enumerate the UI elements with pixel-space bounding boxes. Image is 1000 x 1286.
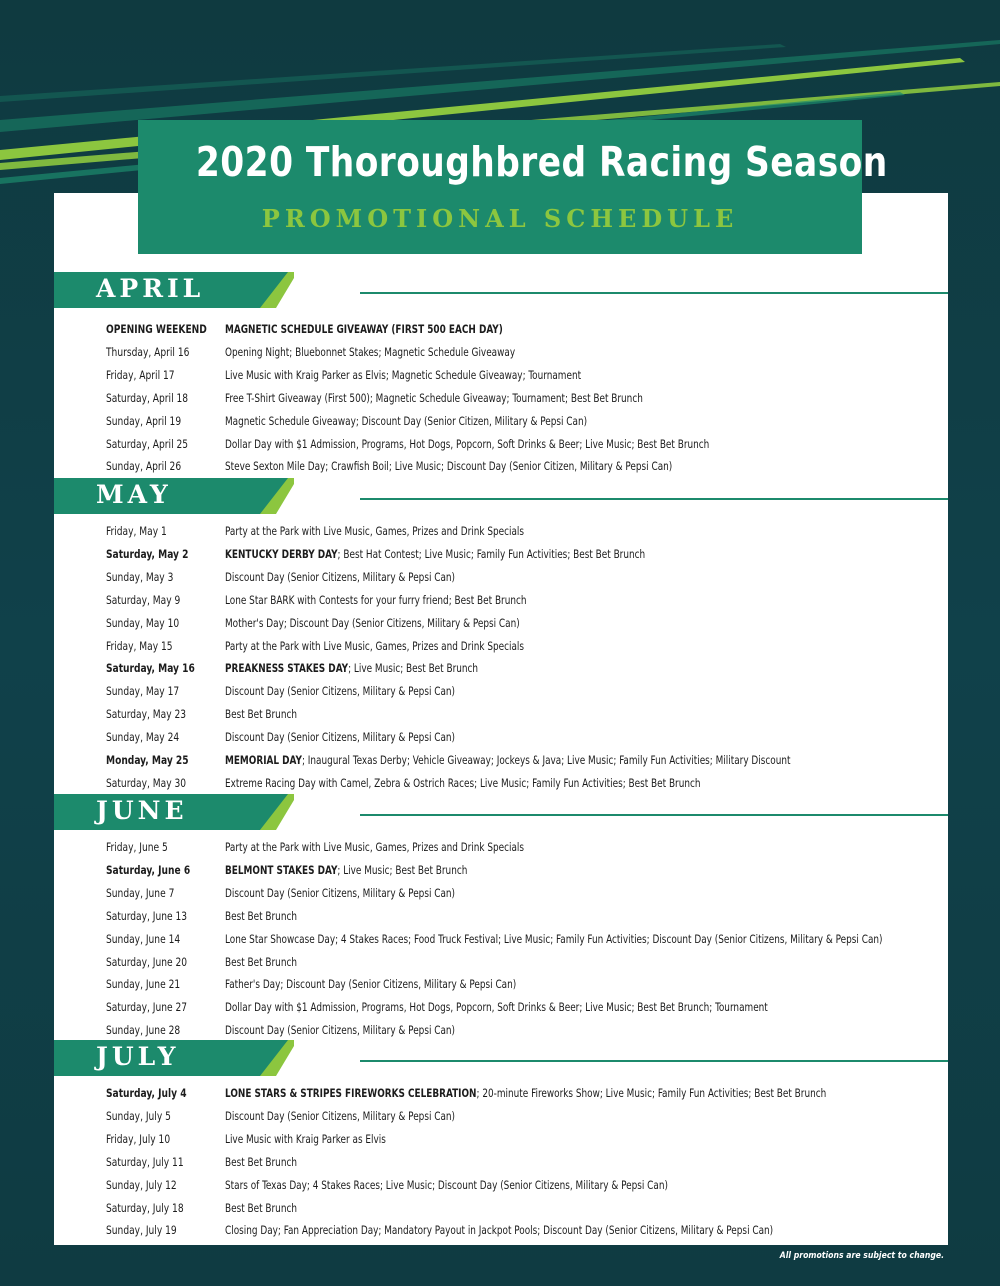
- month-label: JULY: [96, 1042, 180, 1071]
- schedule-row: [106, 1223, 948, 1241]
- schedule-row: [106, 1000, 948, 1018]
- event-date: Friday, June 5: [106, 840, 168, 854]
- schedule-row: [106, 524, 948, 542]
- event-highlight: KENTUCKY DERBY DAY: [225, 546, 338, 561]
- event-description: [225, 707, 297, 721]
- schedule-row: [106, 1086, 948, 1104]
- event-description: [225, 593, 527, 607]
- event-description: [225, 1178, 668, 1192]
- event-date: Sunday, June 21: [106, 977, 181, 992]
- month-divider: [360, 498, 948, 500]
- schedule-row: [106, 684, 948, 702]
- event-details: Steve Sexton Mile Day; Crawfish Boil; Live Music; Discount Day (Senior Citizen, Military & Pepsi Can): [225, 459, 673, 474]
- event-details: Party at the Park with Live Music, Games, Prizes and Drink Specials: [225, 638, 525, 653]
- event-description: [225, 1023, 455, 1037]
- event-date: Monday, May 25: [106, 753, 189, 767]
- event-description: [225, 955, 297, 969]
- month-header-3: [54, 1040, 294, 1076]
- event-details: Lone Star BARK with Contests for your furry friend; Best Bet Brunch: [225, 592, 527, 607]
- month-header-2: [54, 794, 294, 830]
- event-highlight: LONE STARS & STRIPES FIREWORKS CELEBRATION: [225, 1086, 477, 1100]
- event-date: OPENING WEEKEND: [106, 322, 207, 336]
- schedule-row: [106, 345, 948, 363]
- schedule-row: [106, 547, 948, 565]
- schedule-row: [106, 1132, 948, 1150]
- event-date: Sunday, July 19: [106, 1223, 177, 1238]
- event-description: [225, 1086, 826, 1100]
- event-description: [225, 345, 515, 359]
- event-details: Father's Day; Discount Day (Senior Citizens, Military & Pepsi Can): [225, 977, 517, 992]
- event-description: [225, 840, 524, 854]
- event-description: [225, 524, 524, 538]
- event-date: Saturday, April 18: [106, 390, 189, 405]
- page-subtitle: PROMOTIONAL SCHEDULE: [261, 204, 739, 233]
- event-details: Discount Day (Senior Citizens, Military & Pepsi Can): [225, 730, 456, 745]
- month-divider: [360, 1060, 948, 1062]
- event-date: Saturday, May 9: [106, 592, 181, 607]
- event-description: [225, 391, 643, 405]
- event-details: Best Bet Brunch: [225, 908, 297, 923]
- event-details: Dollar Day with $1 Admission, Programs, Hot Dogs, Popcorn, Soft Drinks & Beer; Live Music; Best Bet Brunch; Tournament: [225, 1000, 768, 1015]
- schedule-row: [106, 707, 948, 725]
- event-description: [225, 661, 478, 675]
- event-description: [225, 932, 883, 946]
- event-description: [225, 639, 524, 653]
- schedule-row: [106, 1023, 948, 1041]
- event-date: Sunday, June 14: [106, 931, 181, 946]
- month-header-1: [54, 478, 294, 514]
- event-date: Saturday, June 6: [106, 862, 191, 877]
- event-highlight: MEMORIAL DAY: [225, 753, 302, 767]
- event-date: Saturday, June 13: [106, 908, 188, 923]
- event-description: [225, 1132, 386, 1146]
- event-details: ; Live Music; Best Bet Brunch: [337, 862, 468, 877]
- event-details: Lone Star Showcase Day; 4 Stakes Races; Food Truck Festival; Live Music; Family Fun Activities; Discount Day (Senior Citizens, Military & Pepsi Can): [225, 931, 883, 946]
- event-date: Saturday, May 30: [106, 775, 187, 790]
- event-details: Best Bet Brunch: [225, 954, 297, 969]
- schedule-row: [106, 661, 948, 679]
- schedule-row: [106, 955, 948, 973]
- event-date: Thursday, April 16: [106, 344, 190, 359]
- schedule-row: [106, 322, 948, 340]
- event-date: Saturday, May 2: [106, 546, 189, 561]
- schedule-row: [106, 840, 948, 858]
- event-details: Extreme Racing Day with Camel, Zebra & Ostrich Races; Live Music; Family Fun Activities; Best Bet Brunch: [225, 775, 701, 790]
- schedule-row: [106, 414, 948, 432]
- event-date: Sunday, June 7: [106, 885, 175, 900]
- event-details: Discount Day (Senior Citizens, Military & Pepsi Can): [225, 1108, 456, 1123]
- schedule-row: [106, 1155, 948, 1173]
- event-date: Saturday, May 23: [106, 707, 187, 722]
- event-details: Party at the Park with Live Music, Games, Prizes and Drink Specials: [225, 840, 525, 854]
- event-details: Best Bet Brunch: [225, 707, 297, 722]
- schedule-row: [106, 391, 948, 409]
- event-description: [225, 1000, 768, 1014]
- event-date: Sunday, April 19: [106, 413, 182, 428]
- page-title: 2020 Thoroughbred Racing Season: [195, 138, 888, 186]
- event-date: Sunday, May 3: [106, 569, 174, 584]
- schedule-row: [106, 639, 948, 657]
- event-details: ; Best Hat Contest; Live Music; Family Fun Activities; Best Bet Brunch: [337, 546, 646, 561]
- schedule-row: [106, 909, 948, 927]
- event-date: Saturday, June 20: [106, 954, 188, 969]
- event-date: Saturday, April 25: [106, 436, 189, 451]
- event-description: [225, 437, 709, 451]
- schedule-row: [106, 368, 948, 386]
- month-label: JUNE: [96, 796, 188, 825]
- event-details: Live Music with Kraig Parker as Elvis; Magnetic Schedule Giveaway; Tournament: [225, 367, 582, 382]
- month-label: APRIL: [96, 274, 205, 303]
- schedule-row: [106, 776, 948, 794]
- event-details: Dollar Day with $1 Admission, Programs, Hot Dogs, Popcorn, Soft Drinks & Beer; Live Music; Best Bet Brunch: [225, 436, 710, 451]
- event-date: Friday, April 17: [106, 367, 175, 382]
- event-details: Discount Day (Senior Citizens, Military & Pepsi Can): [225, 569, 456, 584]
- event-date: Friday, July 10: [106, 1131, 171, 1146]
- event-description: [225, 547, 645, 561]
- month-divider: [360, 814, 948, 816]
- event-date: Saturday, May 16: [106, 661, 195, 676]
- event-description: [225, 909, 297, 923]
- event-details: Magnetic Schedule Giveaway; Discount Day (Senior Citizen, Military & Pepsi Can): [225, 413, 588, 428]
- event-description: [225, 1109, 455, 1123]
- schedule-row: [106, 863, 948, 881]
- event-date: Saturday, July 18: [106, 1200, 184, 1215]
- event-date: Saturday, June 27: [106, 1000, 188, 1015]
- schedule-row: [106, 1201, 948, 1219]
- schedule-row: [106, 977, 948, 995]
- event-details: Free T-Shirt Giveaway (First 500); Magnetic Schedule Giveaway; Tournament; Best Bet Brunch: [225, 390, 643, 405]
- schedule-row: [106, 886, 948, 904]
- event-details: Stars of Texas Day; 4 Stakes Races; Live Music; Discount Day (Senior Citizens, Military & Pepsi Can): [225, 1177, 668, 1192]
- event-description: [225, 414, 587, 428]
- event-description: [225, 684, 455, 698]
- event-date: Saturday, July 11: [106, 1154, 184, 1169]
- event-date: Sunday, May 10: [106, 615, 180, 630]
- schedule-row: [106, 1109, 948, 1127]
- event-details: Closing Day; Fan Appreciation Day; Mandatory Payout in Jackpot Pools; Discount Day (Senior Citizens, Military & Pepsi Can): [225, 1223, 774, 1238]
- event-date: Sunday, May 17: [106, 684, 180, 699]
- schedule-row: [106, 570, 948, 588]
- event-details: ; Inaugural Texas Derby; Vehicle Giveaway; Jockeys & Java; Live Music; Family Fun Activities; Military Discount: [301, 753, 791, 767]
- schedule-row: [106, 730, 948, 748]
- event-description: [225, 459, 672, 473]
- event-description: [225, 886, 455, 900]
- event-date: Sunday, May 24: [106, 730, 180, 745]
- schedule-row: [106, 459, 948, 477]
- event-details: Best Bet Brunch: [225, 1154, 297, 1169]
- event-details: Discount Day (Senior Citizens, Military & Pepsi Can): [225, 684, 456, 699]
- event-description: [225, 570, 455, 584]
- event-details: Opening Night; Bluebonnet Stakes; Magnetic Schedule Giveaway: [225, 344, 516, 359]
- schedule-row: [106, 616, 948, 634]
- event-details: Live Music with Kraig Parker as Elvis: [225, 1131, 386, 1146]
- event-highlight: BELMONT STAKES DAY: [225, 862, 338, 877]
- event-description: [225, 977, 516, 991]
- event-date: Friday, May 1: [106, 524, 167, 538]
- event-details: Best Bet Brunch: [225, 1200, 297, 1215]
- schedule-row: [106, 593, 948, 611]
- event-description: [225, 753, 790, 767]
- schedule-row: [106, 753, 948, 771]
- event-date: Sunday, April 26: [106, 459, 182, 474]
- event-details: Party at the Park with Live Music, Games, Prizes and Drink Specials: [225, 524, 525, 538]
- event-details: ; 20-minute Fireworks Show; Live Music; Family Fun Activities; Best Bet Brunch: [476, 1086, 827, 1100]
- month-band-shape: [54, 478, 294, 514]
- event-description: [225, 322, 503, 336]
- event-date: Sunday, July 5: [106, 1108, 171, 1123]
- event-date: Saturday, July 4: [106, 1086, 187, 1100]
- event-description: [225, 368, 581, 382]
- event-date: Sunday, July 12: [106, 1177, 177, 1192]
- event-details: Discount Day (Senior Citizens, Military & Pepsi Can): [225, 885, 456, 900]
- event-details: Discount Day (Senior Citizens, Military & Pepsi Can): [225, 1023, 456, 1038]
- event-description: [225, 1155, 297, 1169]
- event-highlight: MAGNETIC SCHEDULE GIVEAWAY (FIRST 500 EACH DAY): [225, 322, 503, 336]
- month-divider: [360, 292, 948, 294]
- event-description: [225, 776, 701, 790]
- schedule-row: [106, 437, 948, 455]
- event-description: [225, 1223, 773, 1237]
- event-description: [225, 1201, 297, 1215]
- event-description: [225, 616, 520, 630]
- month-label: MAY: [96, 480, 172, 509]
- schedule-row: [106, 1178, 948, 1196]
- event-details: Mother's Day; Discount Day (Senior Citizens, Military & Pepsi Can): [225, 615, 520, 630]
- event-highlight: PREAKNESS STAKES DAY: [225, 661, 349, 676]
- disclaimer: All promotions are subject to change.: [779, 1251, 944, 1261]
- schedule-row: [106, 932, 948, 950]
- event-description: [225, 730, 455, 744]
- event-details: ; Live Music; Best Bet Brunch: [348, 661, 479, 676]
- event-date: Friday, May 15: [106, 638, 173, 653]
- event-description: [225, 863, 467, 877]
- title-banner: [138, 120, 888, 254]
- month-header-0: [54, 272, 294, 308]
- event-date: Sunday, June 28: [106, 1023, 181, 1038]
